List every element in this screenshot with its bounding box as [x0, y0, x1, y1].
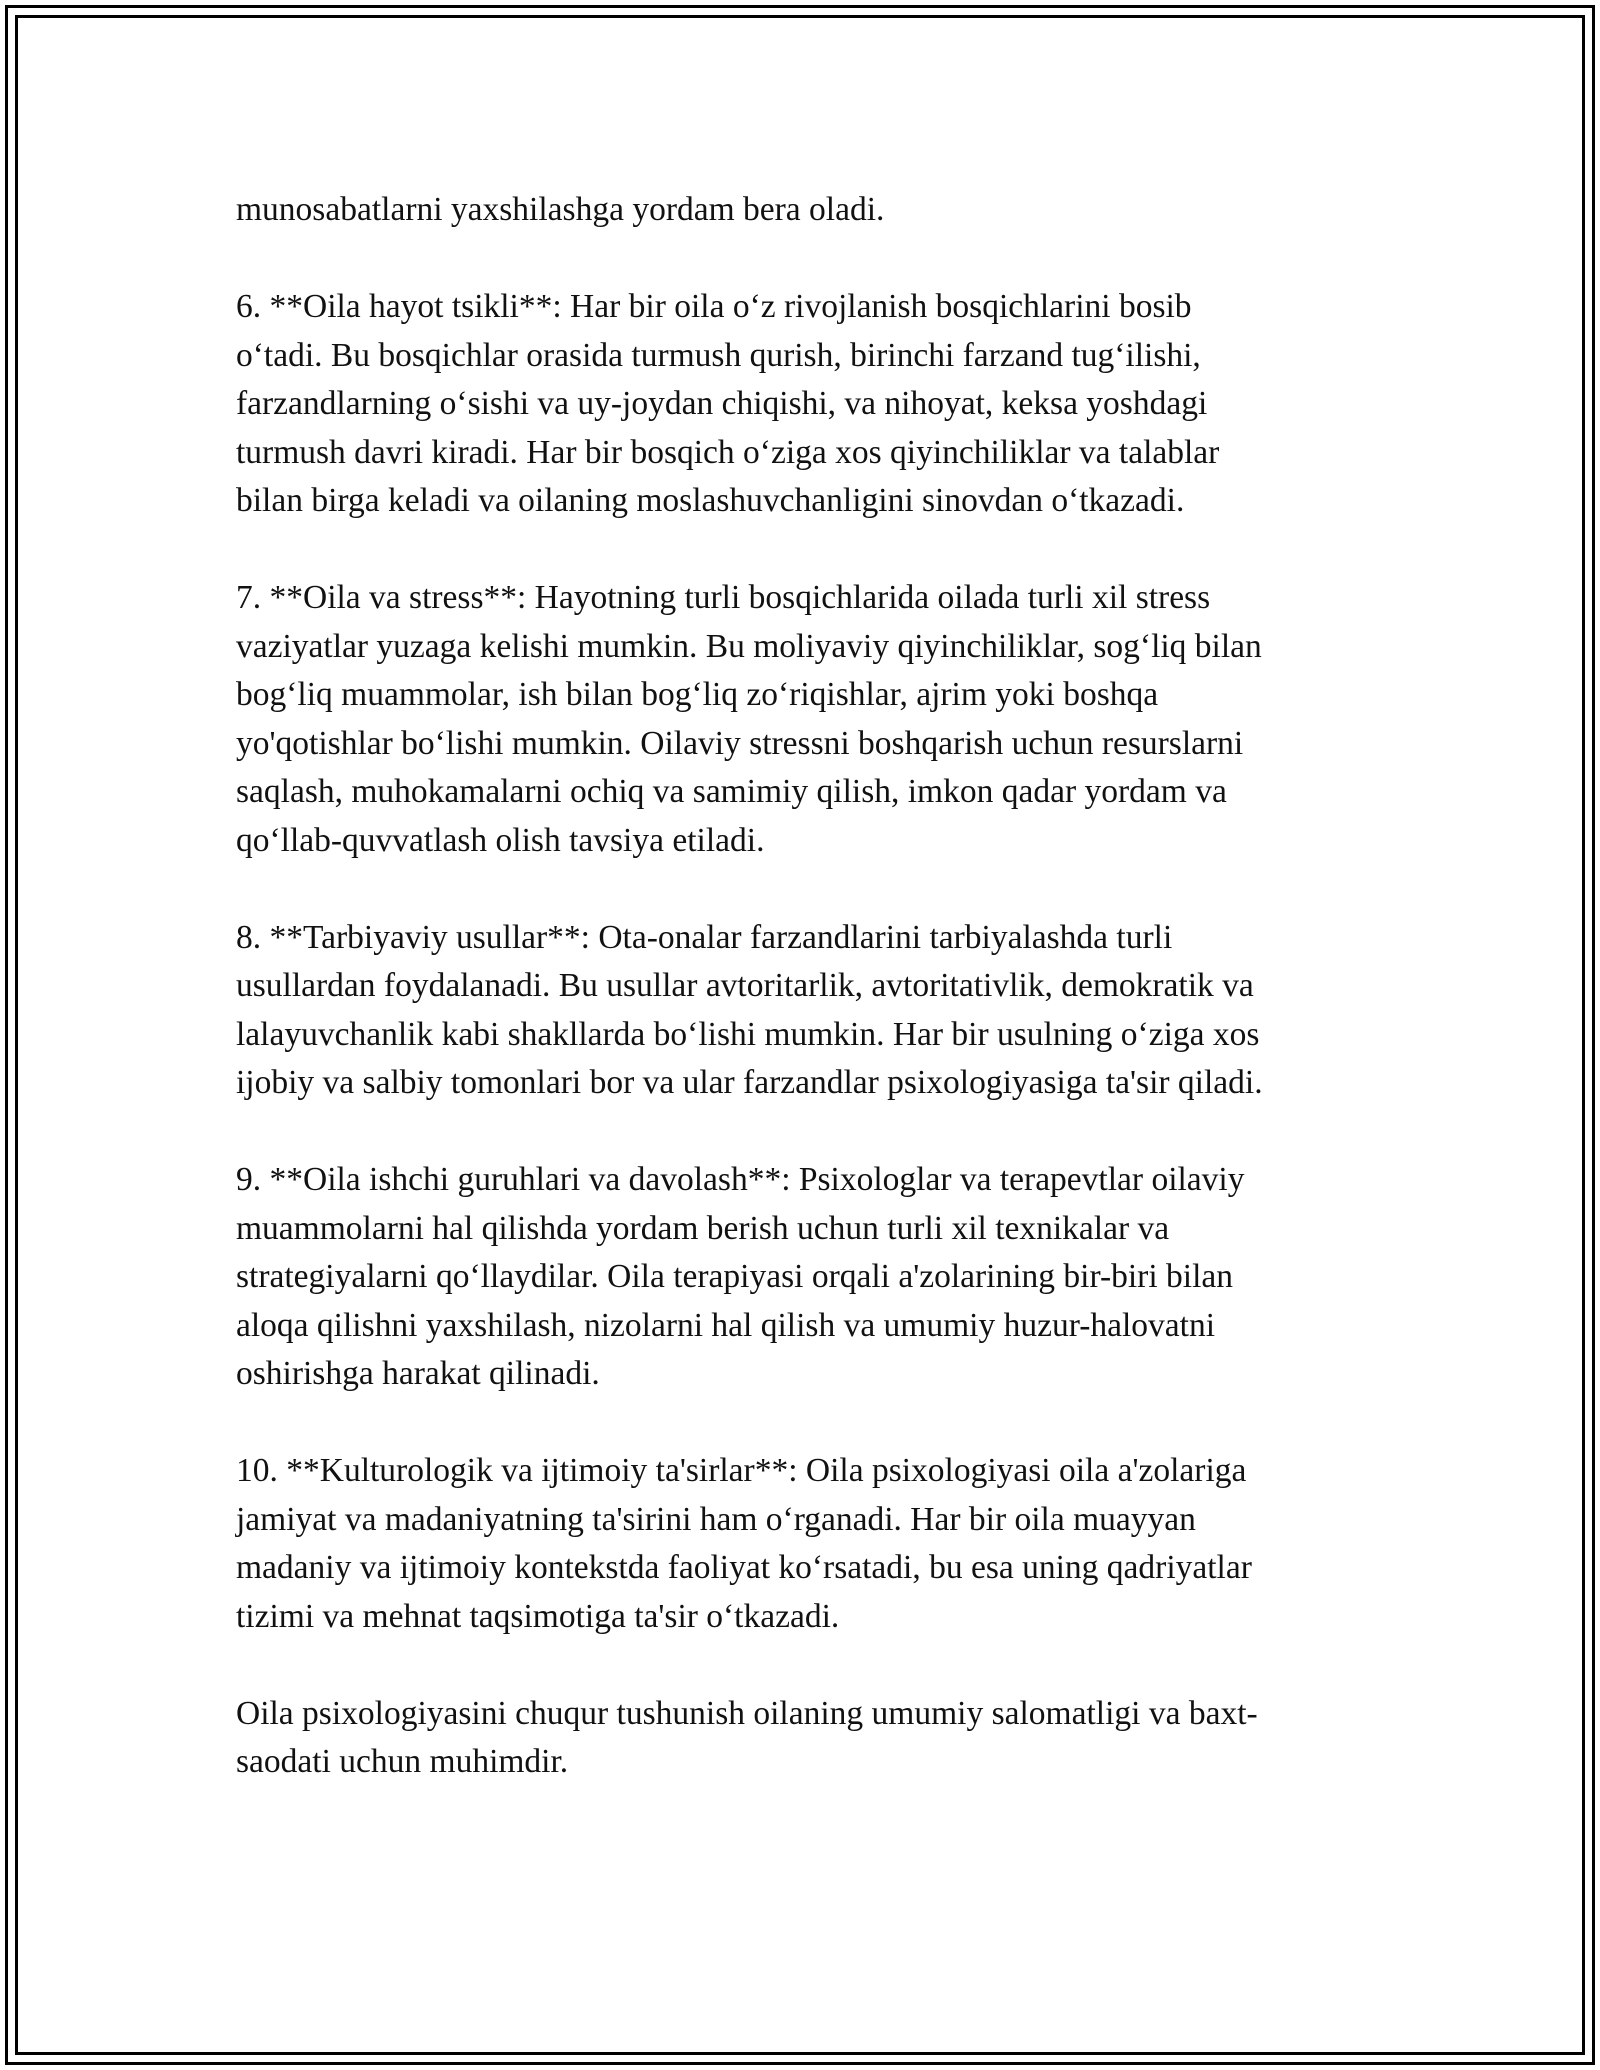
- paragraph-continuation: munosabatlarni yaxshilashga yordam bera oladi.: [236, 191, 885, 228]
- paragraph-item-10: 10. **Kulturologik va ijtimoiy ta'sirlar**: Oila psixologiyasi oila a'zolariga jamiyat va madaniyatning ta'sirini ham o‘rganadi. Har bir oila muayyan madaniy va ijtimoiy kontekstda faoliyat ko‘rsatadi, bu esa uning qadriyatlar tizimi va mehnat taqsimotiga ta'sir o‘tkazadi.: [236, 1452, 1252, 1635]
- paragraph-item-8: 8. **Tarbiyaviy usullar**: Ota-onalar farzandlarini tarbiyalashda turli usullardan foydalanadi. Bu usullar avtoritarlik, avtoritativlik, demokratik va lalayuvchanlik kabi shakllarda bo‘lishi mumkin. Har bir usulning o‘ziga xos ijobiy va salbiy tomonlari bor va ular farzandlar psixologiyasiga ta'sir qiladi.: [236, 918, 1263, 1101]
- paragraph-item-9: 9. **Oila ishchi guruhlari va davolash**: Psixologlar va terapevtlar oilaviy muammolarni hal qilishda yordam berish uchun turli xil texnikalar va strategiyalarni qo‘llaydilar. Oila terapiyasi orqali a'zolarining bir-biri bilan aloqa qilishni yaxshilash, nizolarni hal qilish va umumiy huzur-halovatni oshirishga harakat qilinadi.: [236, 1161, 1245, 1392]
- paragraph-item-6: 6. **Oila hayot tsikli**: Har bir oila o‘z rivojlanish bosqichlarini bosib o‘tadi. Bu bosqichlar orasida turmush qurish, birinchi farzand tug‘ilishi, farzandlarning o‘sishi va uy-joydan chiqishi, va nihoyat, keksa yoshdagi turmush davri kiradi. Har bir bosqich o‘ziga xos qiyinchiliklar va talablar bilan birga keladi va oilaning moslashuvchanligini sinovdan o‘tkazadi.: [236, 288, 1220, 519]
- paragraph-item-7: 7. **Oila va stress**: Hayotning turli bosqichlarida oilada turli xil stress vaziyatlar yuzaga kelishi mumkin. Bu moliyaviy qiyinchiliklar, sog‘liq bilan bog‘liq muammolar, ish bilan bog‘liq zo‘riqishlar, ajrim yoki boshqa yo'qotishlar bo‘lishi mumkin. Oilaviy stressni boshqarish uchun resurslarni saqlash, muhokamalarni ochiq va samimiy qilish, imkon qadar yordam va qo‘llab-quvvatlash olish tavsiya etiladi.: [236, 579, 1262, 859]
- paragraph-conclusion: Oila psixologiyasini chuqur tushunish oilaning umumiy salomatligi va baxt- saodati uchun muhimdir.: [236, 1694, 1258, 1780]
- document-body: [236, 186, 1386, 1787]
